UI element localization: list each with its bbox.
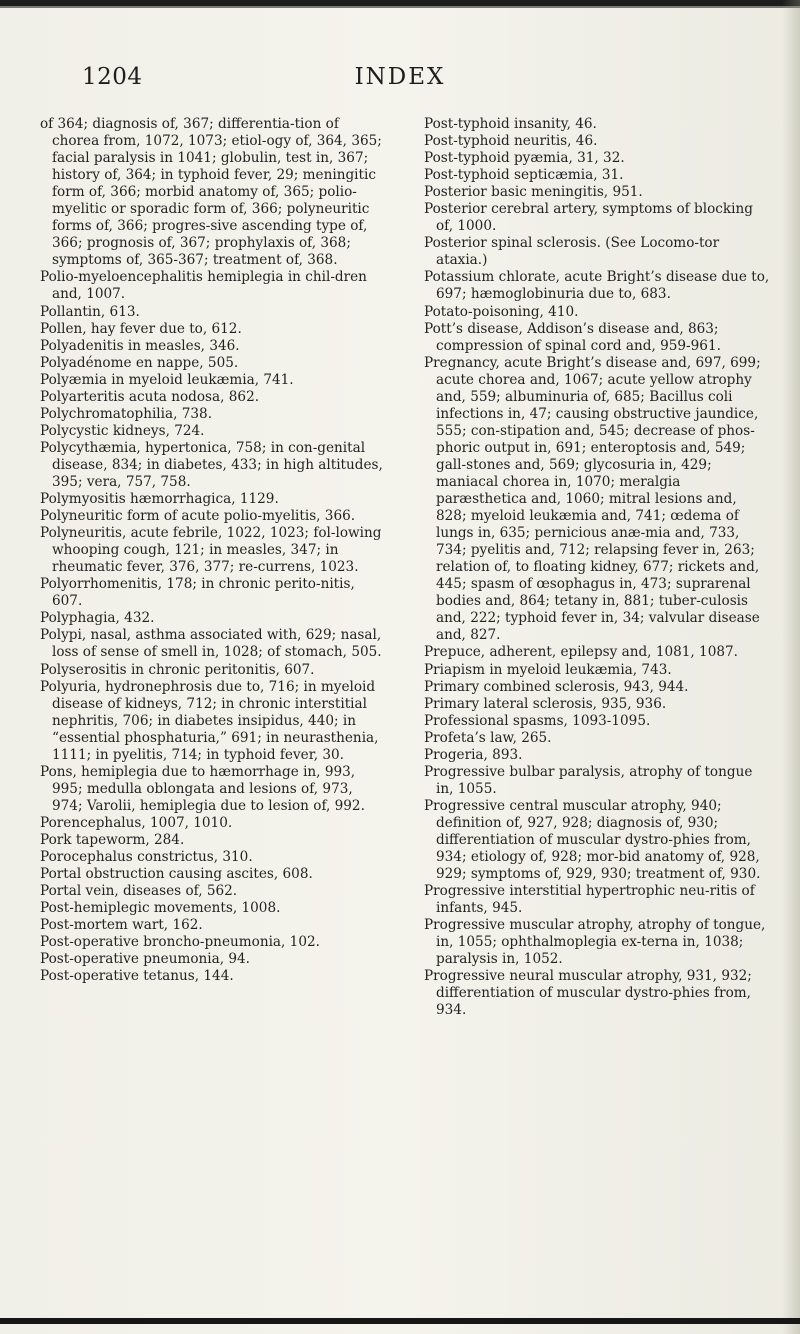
index-entry: Post-mortem wart, 162. <box>40 917 203 934</box>
index-entry: Pregnancy, acute Bright’s disease and, 697, 699; acute chorea and, 1067; acute yellow atrophy and, 559; albuminuria of, 685; Bacillus coli infections in, 47; causing obstructive jaundice, 555; con-stipation and, 545; decrease of phos-phoric output in, 691; enteroptosis and, 549; gall-stones and, 569; glycosuria in, 429; maniacal chorea in, 1070; meralgia paræsthetica and, 1060; mitral lesions and, 828; myeloid leukæmia and, 741; œdema of lungs in, 635; pernicious anæ-mia and, 733, 734; pyelitis and, 712; relapsing fever in, 263; relation of, to floating kidney, 677; rickets and, 445; spasm of œsophagus in, 473; suprarenal bodies and, 864; tetany in, 881; tuber-culosis and, 222; typhoid fever in, 34; valvular disease and, 827. <box>424 354 761 644</box>
index-entry: Polyphagia, 432. <box>40 610 155 627</box>
index-entry: Progressive bulbar paralysis, atrophy of tongue in, 1055. <box>424 763 753 797</box>
index-entry: Polyuria, hydronephrosis due to, 716; in myeloid disease of kidneys, 712; in chronic interstitial nephritis, 706; in diabetes insipidus, 440; in “essential phosphaturia,” 691; in neurasthenia, 1111; in pyelitis, 714; in typhoid fever, 30. <box>40 678 379 763</box>
index-entry: Potato-poisoning, 410. <box>424 303 579 320</box>
index-entry: Post-hemiplegic movements, 1008. <box>40 900 281 917</box>
index-entry: Pott’s disease, Addison’s disease and, 863; compression of spinal cord and, 959-961. <box>424 320 721 354</box>
index-entry: Post-operative pneumonia, 94. <box>40 951 250 968</box>
index-entry: Pork tapeworm, 284. <box>40 831 185 848</box>
index-entry: Primary lateral sclerosis, 935, 936. <box>424 695 667 712</box>
index-entry: Pons, hemiplegia due to hæmorrhage in, 993, 995; medulla oblongata and lesions of, 973, 974; Varolii, hemiplegia due to lesion of, 992. <box>40 763 365 814</box>
index-entry: Porocephalus constrictus, 310. <box>40 849 253 866</box>
index-entry: Polyorrhomenitis, 178; in chronic perito-nitis, 607. <box>40 576 355 610</box>
index-entry: Potassium chlorate, acute Bright’s disease due to, 697; hæmoglobinuria due to, 683. <box>424 269 770 303</box>
index-entry: Professional spasms, 1093-1095. <box>424 712 651 729</box>
index-entry: Polycythæmia, hypertonica, 758; in con-genital disease, 834; in diabetes, 433; in high altitudes, 395; vera, 757, 758. <box>40 439 383 490</box>
index-entry: Pollantin, 613. <box>40 303 140 320</box>
index-entry: Polyadénome en nappe, 505. <box>40 354 239 371</box>
index-entry: Post-operative tetanus, 144. <box>40 968 234 985</box>
index-entry: Progressive muscular atrophy, atrophy of tongue, in, 1055; ophthalmoplegia ex-terna in, 1038; paralysis in, 1052. <box>424 917 766 968</box>
index-entry: Porencephalus, 1007, 1010. <box>40 814 233 831</box>
index-entry: Post-typhoid neuritis, 46. <box>424 133 598 150</box>
index-entry: Polyserositis in chronic peritonitis, 607. <box>40 661 315 678</box>
page-number: 1204 <box>82 64 143 90</box>
index-entry: Posterior basic meningitis, 951. <box>424 184 643 201</box>
index-entry: Polypi, nasal, asthma associated with, 629; nasal, loss of sense of smell in, 1028; of stomach, 505. <box>40 627 382 661</box>
index-entry: Polyæmia in myeloid leukæmia, 741. <box>40 371 294 388</box>
index-entry: Priapism in myeloid leukæmia, 743. <box>424 661 672 678</box>
index-entry: Polymyositis hæmorrhagica, 1129. <box>40 491 279 508</box>
index-entry: Polyneuritic form of acute polio-myelitis, 366. <box>40 508 356 525</box>
index-entry: Polyneuritis, acute febrile, 1022, 1023; fol-lowing whooping cough, 121; in measles, 347; in rheumatic fever, 376, 377; re-currens, 1023. <box>40 525 382 576</box>
index-entry: Post-typhoid septicæmia, 31. <box>424 167 624 184</box>
index-entry: Progeria, 893. <box>424 746 523 763</box>
right-column <box>424 116 770 1019</box>
page-title: INDEX <box>354 64 446 90</box>
index-entry: Polyarteritis acuta nodosa, 862. <box>40 388 260 405</box>
index-entry: Progressive interstitial hypertrophic neu-ritis of infants, 945. <box>424 883 755 917</box>
index-entry: Polychromatophilia, 738. <box>40 405 213 422</box>
index-entry: Prepuce, adherent, epilepsy and, 1081, 1087. <box>424 644 738 661</box>
index-entry: Post-typhoid pyæmia, 31, 32. <box>424 150 625 167</box>
index-entry: Portal obstruction causing ascites, 608. <box>40 866 313 883</box>
bottom-rule <box>0 1318 800 1324</box>
top-rule-shadow <box>0 6 800 8</box>
index-entry: Polio-myeloencephalitis hemiplegia in chil-dren and, 1007. <box>40 269 367 303</box>
index-entry: Post-typhoid insanity, 46. <box>424 116 597 132</box>
page-edge-shadow <box>782 0 800 1334</box>
index-entry: Portal vein, diseases of, 562. <box>40 883 238 900</box>
index-entry: Primary combined sclerosis, 943, 944. <box>424 678 689 695</box>
index-entry: Pollen, hay fever due to, 612. <box>40 320 242 337</box>
index-entry: Post-operative broncho-pneumonia, 102. <box>40 934 320 951</box>
index-entry: Polyadenitis in measles, 346. <box>40 337 240 354</box>
left-column <box>40 116 386 985</box>
index-entry: Posterior cerebral artery, symptoms of blocking of, 1000. <box>424 201 753 235</box>
index-entry: of 364; diagnosis of, 367; differentia-tion of chorea from, 1072, 1073; etiol-ogy of, 364, 365; facial paralysis in 1041; globulin, test in, 367; history of, 364; in typhoid fever, 29; meningitic form of, 366; morbid anatomy of, 365; polio-myelitic or sporadic form of, 366; polyneuritic forms of, 366; progres-sive ascending type of, 366; prognosis of, 367; prophylaxis of, 368; symptoms of, 365-367; treatment of, 368. <box>40 116 382 269</box>
index-entry: Progressive neural muscular atrophy, 931, 932; differentiation of muscular dystro-phies from, 934. <box>424 968 752 1019</box>
index-entry: Profeta’s law, 265. <box>424 729 552 746</box>
index-entry: Posterior spinal sclerosis. (See Locomo-tor ataxia.) <box>424 235 720 269</box>
index-entry: Progressive central muscular atrophy, 940; definition of, 927, 928; diagnosis of, 930; differentiation of muscular dystro-phies from, 934; etiology of, 928; mor-bid anatomy of, 928, 929; symptoms of, 929, 930; treatment of, 930. <box>424 797 761 883</box>
index-entry: Polycystic kidneys, 724. <box>40 422 205 439</box>
